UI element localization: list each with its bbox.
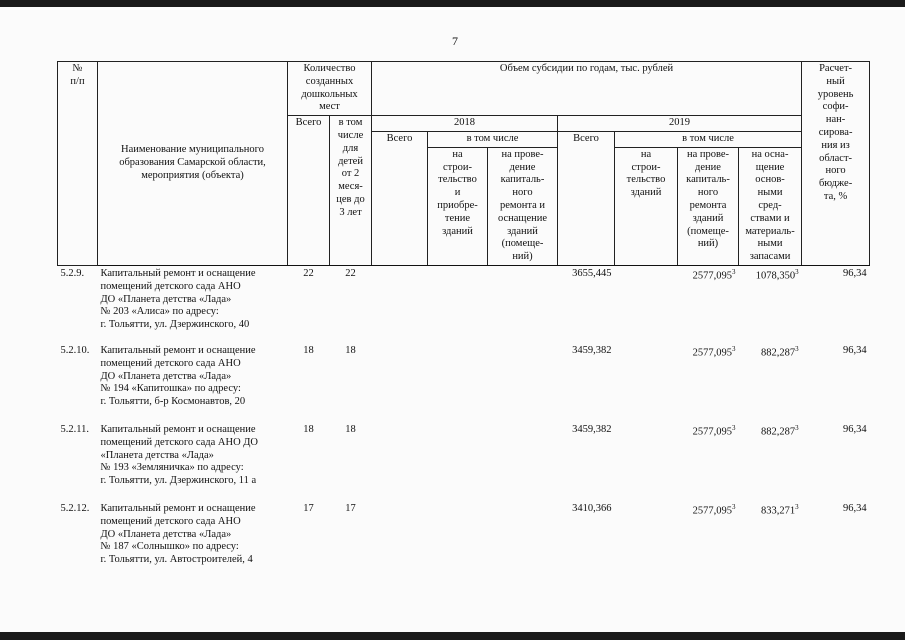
row-2018-repair bbox=[488, 499, 558, 578]
row-2018-construction bbox=[428, 341, 488, 420]
header-2019-construction: на строи- тельство зданий bbox=[615, 147, 678, 265]
header-level: Расчет- ный уровень софи- нан- сирова- ния из област- ного бюдже- та, % bbox=[802, 62, 870, 266]
row-places-total: 18 bbox=[303, 423, 314, 435]
header-2018-repair: на прове- дение капиталь- ного ремонта и оснащение зданий (помеще- ний) bbox=[488, 147, 558, 265]
row-2018-total bbox=[372, 341, 428, 420]
row-num: 5.2.9. bbox=[60, 267, 85, 279]
row-2018-repair bbox=[488, 265, 558, 341]
row-num: 5.2.11. bbox=[60, 423, 89, 435]
row-2018-repair bbox=[488, 341, 558, 420]
row-2019-equip: 882,287$^3$ bbox=[760, 423, 799, 438]
table-row bbox=[58, 499, 870, 578]
row-2019-total: 3459,382 bbox=[572, 423, 612, 435]
row-2019-construction bbox=[615, 265, 678, 341]
header-2019-repair: на прове- дение капиталь- ного ремонта зданий (помеще- ний) bbox=[678, 147, 739, 265]
row-2019-construction bbox=[615, 420, 678, 499]
row-name: Капитальный ремонт и оснащение помещений детского сада АНО ДО «Планета детства «Лада» № 193 «Земляничка» по адресу: г. Тольятти, ул. Дзержинского, 11 а bbox=[100, 423, 259, 487]
row-2019-equip: 833,271$^3$ bbox=[760, 502, 799, 517]
header-num: № п/п bbox=[58, 62, 98, 266]
row-2018-construction bbox=[428, 420, 488, 499]
table-row bbox=[58, 341, 870, 420]
row-2019-construction bbox=[615, 341, 678, 420]
row-places-under3: 22 bbox=[345, 267, 356, 279]
row-places-total: 22 bbox=[303, 267, 314, 279]
header-year-2019: 2019 bbox=[558, 116, 802, 132]
row-2018-repair bbox=[488, 420, 558, 499]
header-2019-equip: на осна- щение основ- ными сред- ствами и материаль- ными запасами bbox=[739, 147, 802, 265]
page-number: 7 bbox=[452, 34, 458, 48]
top-border-rule bbox=[0, 0, 905, 7]
row-2019-total: 3459,382 bbox=[572, 344, 612, 356]
row-num: 5.2.10. bbox=[60, 344, 90, 356]
row-places-total: 18 bbox=[303, 344, 314, 356]
header-2018-total: Всего bbox=[372, 131, 428, 265]
header-2018-construction: на строи- тельство и приобре- тение зданий bbox=[428, 147, 488, 265]
row-name: Капитальный ремонт и оснащение помещений детского сада АНО ДО «Планета детства «Лада» № 203 «Алиса» по адресу: г. Тольятти, ул. Дзержинского, 40 bbox=[100, 267, 256, 331]
header-2019-including: в том числе bbox=[615, 131, 802, 147]
row-level: 96,34 bbox=[842, 344, 867, 356]
row-2019-total: 3655,445 bbox=[572, 267, 612, 279]
table-row bbox=[58, 420, 870, 499]
header-name: Наименование муниципального образования Самарской области, мероприятия (объекта) bbox=[98, 62, 288, 266]
row-2019-construction bbox=[615, 499, 678, 578]
header-places-under3: в том числе для детей от 2 меся- цев до 3 лет bbox=[330, 116, 372, 266]
row-places-under3: 17 bbox=[345, 502, 356, 514]
header-year-2018: 2018 bbox=[372, 116, 558, 132]
row-2019-repair: 2577,095$^3$ bbox=[692, 344, 736, 359]
row-2018-total bbox=[372, 420, 428, 499]
row-2019-equip: 882,287$^3$ bbox=[760, 344, 799, 359]
header-places-total: Всего bbox=[288, 116, 330, 266]
row-level: 96,34 bbox=[842, 423, 867, 435]
row-2019-repair: 2577,095$^3$ bbox=[692, 267, 736, 282]
row-2018-total bbox=[372, 499, 428, 578]
header-subsidy: Объем субсидии по годам, тыс. рублей bbox=[372, 62, 802, 116]
row-2019-equip: 1078,350$^3$ bbox=[755, 267, 799, 282]
row-level: 96,34 bbox=[842, 502, 867, 514]
row-2019-repair: 2577,095$^3$ bbox=[692, 502, 736, 517]
row-2019-repair: 2577,095$^3$ bbox=[692, 423, 736, 438]
bottom-border-rule bbox=[0, 632, 905, 640]
row-name: Капитальный ремонт и оснащение помещений детского сада АНО ДО «Планета детства «Лада» № 194 «Капитошка» по адресу: г. Тольятти, б-р Космонавтов, 20 bbox=[100, 344, 256, 408]
subsidy-table bbox=[57, 61, 870, 578]
row-num: 5.2.12. bbox=[60, 502, 90, 514]
header-places: Количество созданных дошкольных мест bbox=[288, 62, 372, 116]
row-2018-total bbox=[372, 265, 428, 341]
row-2018-construction bbox=[428, 499, 488, 578]
header-2019-total: Всего bbox=[558, 131, 615, 265]
row-places-under3: 18 bbox=[345, 344, 356, 356]
row-places-total: 17 bbox=[303, 502, 314, 514]
row-2018-construction bbox=[428, 265, 488, 341]
row-2019-total: 3410,366 bbox=[572, 502, 612, 514]
row-level: 96,34 bbox=[842, 267, 867, 279]
table-row bbox=[58, 265, 870, 341]
row-name: Капитальный ремонт и оснащение помещений детского сада АНО ДО «Планета детства «Лада» № 187 «Солнышко» по адресу: г. Тольятти, ул. Автостроителей, 4 bbox=[100, 502, 256, 566]
row-places-under3: 18 bbox=[345, 423, 356, 435]
header-2018-including: в том числе bbox=[428, 131, 558, 147]
